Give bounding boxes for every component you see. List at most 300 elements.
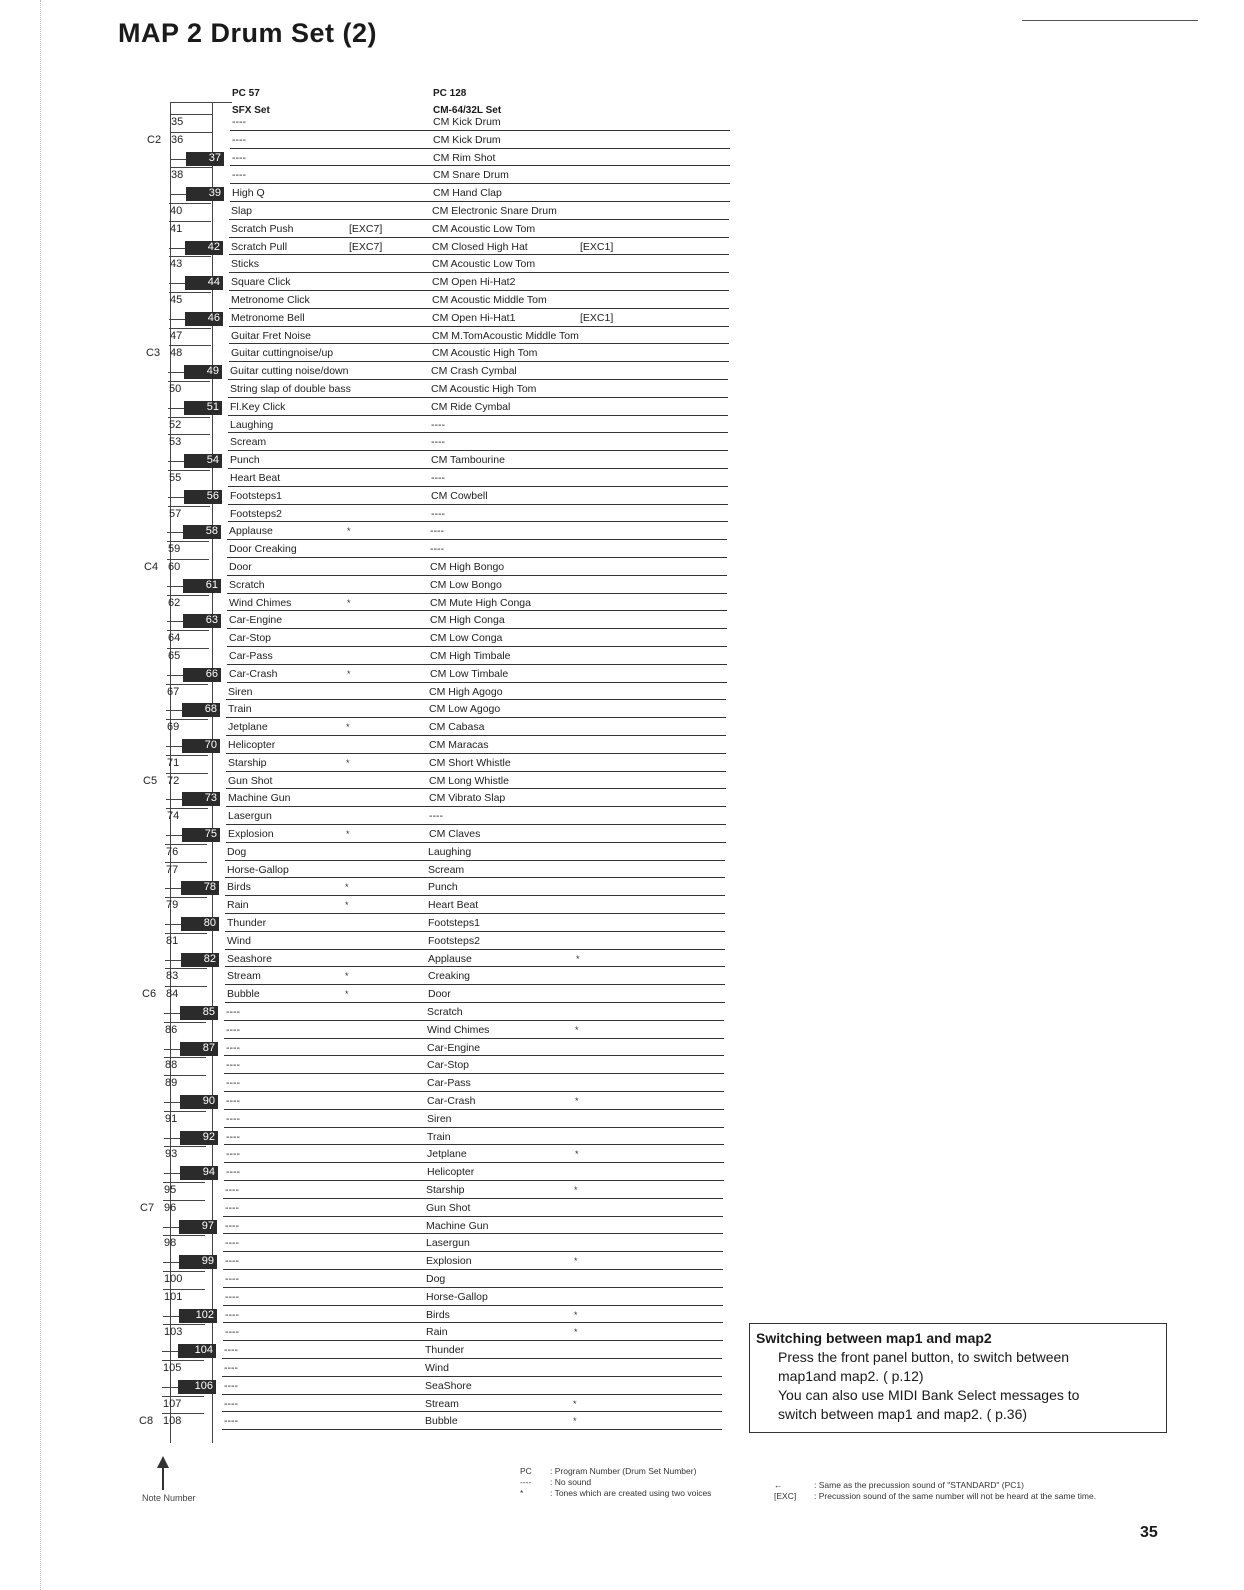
sfx-sound-name: Starship xyxy=(228,756,267,769)
sfx-sound-name: Car-Engine xyxy=(229,614,283,627)
legend-left xyxy=(520,1466,711,1499)
sfx-sound-name: String slap of double bass xyxy=(230,383,351,395)
white-key-note: 79 xyxy=(166,899,179,912)
cm-sound-name: CM High Agogo xyxy=(429,685,503,698)
sfx-sound-name: Gun Shot xyxy=(228,774,273,787)
sfx-sound-name: Punch xyxy=(230,454,260,467)
white-key-note: 45 xyxy=(170,294,183,306)
white-key-tick xyxy=(165,968,207,969)
cm-sound-name: CM Hand Clap xyxy=(433,187,502,200)
row-rule xyxy=(227,557,727,558)
legend-key: [EXC] xyxy=(774,1491,797,1501)
black-key-note: 39 xyxy=(186,187,224,201)
black-key-note: 94 xyxy=(180,1166,218,1180)
row-rule xyxy=(222,1376,722,1377)
white-key-note: 69 xyxy=(167,721,180,734)
black-key-note: 73 xyxy=(182,792,220,806)
white-key-tick xyxy=(163,1182,205,1183)
black-key-tick xyxy=(166,710,182,711)
white-key-note: 62 xyxy=(168,596,181,609)
black-key-note: 58 xyxy=(183,525,221,539)
white-key-tick xyxy=(162,1396,204,1397)
sfx-sound-mark: * xyxy=(346,829,350,839)
legend-row xyxy=(774,1480,1096,1491)
black-key-tick xyxy=(164,1173,180,1174)
cm-set-header: CM-64/32L Set xyxy=(433,105,502,116)
sfx-sound-name: ---- xyxy=(225,1308,239,1321)
white-key-note: 50 xyxy=(169,383,182,395)
legend-row xyxy=(520,1477,711,1488)
switch-box-title: Switching between map1 and map2 xyxy=(756,1330,992,1346)
row-rule xyxy=(223,1269,723,1270)
row-rule xyxy=(225,877,725,878)
octave-label: C6 xyxy=(142,988,157,1001)
row-rule xyxy=(228,397,728,398)
black-key-note: 90 xyxy=(180,1095,218,1109)
sfx-sound-name: ---- xyxy=(226,1023,240,1036)
cm-sound-name: CM Low Bongo xyxy=(430,578,502,591)
white-key-tick xyxy=(166,684,208,685)
sfx-sound-name: Door Creaking xyxy=(229,543,297,556)
cm-sound-name: CM Electronic Snare Drum xyxy=(432,205,557,217)
white-key-tick xyxy=(167,595,209,596)
sfx-sound-name: ---- xyxy=(232,133,246,146)
row-rule xyxy=(224,1180,724,1181)
cm-sound-name: ---- xyxy=(431,436,445,449)
sfx-sound-mark: * xyxy=(346,722,350,733)
sfx-sound-name: Door xyxy=(229,561,252,573)
sfx-sound-name: Metronome Bell xyxy=(231,311,305,324)
keyboard-top-rule xyxy=(170,102,232,103)
cm-sound-name: Jetplane xyxy=(427,1148,467,1161)
black-key-tick xyxy=(164,1102,180,1103)
cm-sound-name: CM Crash Cymbal xyxy=(431,365,517,378)
white-key-tick xyxy=(167,648,209,649)
row-rule xyxy=(223,1251,723,1252)
row-rule xyxy=(225,984,725,985)
row-rule xyxy=(225,949,725,950)
sfx-sound-name: Machine Gun xyxy=(228,792,291,805)
row-rule xyxy=(230,201,730,202)
cm-sound-name: Horse-Gallop xyxy=(426,1290,488,1303)
black-key-tick xyxy=(168,408,184,409)
row-rule xyxy=(228,379,728,380)
black-key-tick xyxy=(163,1316,179,1317)
cm-sound-name: Car-Engine xyxy=(427,1041,481,1054)
white-key-tick xyxy=(164,1075,206,1076)
row-rule xyxy=(224,1144,724,1145)
sfx-sound-name: Scratch Push xyxy=(231,222,294,235)
white-key-tick xyxy=(163,1289,205,1290)
cm-sound-name: CM Acoustic Middle Tom xyxy=(432,294,547,306)
white-key-tick xyxy=(165,897,207,898)
cm-sound-name: CM Acoustic Low Tom xyxy=(432,258,536,271)
black-key-note: 42 xyxy=(185,241,223,255)
white-key-tick xyxy=(166,719,208,720)
black-key-note: 80 xyxy=(181,917,219,931)
row-rule xyxy=(227,593,727,594)
switch-box-line: switch between map1 and map2. ( p.36) xyxy=(778,1406,1028,1422)
sfx-sound-name: Heart Beat xyxy=(230,472,281,484)
cm-sound-name: Creaking xyxy=(428,970,471,983)
white-key-tick xyxy=(168,381,210,382)
row-rule xyxy=(229,237,729,238)
black-key-note: 44 xyxy=(185,276,223,290)
black-key-note: 49 xyxy=(184,365,222,379)
white-key-note: 59 xyxy=(168,543,181,556)
white-key-note: 84 xyxy=(166,988,179,1001)
row-rule xyxy=(224,1020,724,1021)
white-key-note: 95 xyxy=(164,1184,177,1196)
white-key-note: 64 xyxy=(168,632,181,645)
black-key-tick xyxy=(168,372,184,373)
sfx-sound-mark: * xyxy=(345,989,349,1000)
octave-label: C7 xyxy=(140,1201,155,1214)
cm-sound-name: ---- xyxy=(431,507,445,520)
white-key-note: 40 xyxy=(170,205,183,217)
cm-sound-mark: * xyxy=(575,1024,579,1035)
sfx-sound-name: ---- xyxy=(232,116,246,128)
row-rule xyxy=(226,771,726,772)
cm-sound-name: SeaShore xyxy=(425,1379,472,1392)
white-key-tick xyxy=(168,417,210,418)
sfx-sound-mark: [EXC7] xyxy=(349,240,383,253)
cm-sound-name: Rain xyxy=(426,1326,448,1339)
row-rule xyxy=(225,931,725,932)
cm-sound-mark: * xyxy=(574,1327,578,1338)
cm-sound-name: Helicopter xyxy=(427,1166,475,1179)
row-rule xyxy=(230,165,730,166)
white-key-note: 98 xyxy=(164,1237,177,1250)
white-key-tick xyxy=(168,506,210,507)
sfx-sound-mark: [EXC7] xyxy=(349,222,383,235)
legend-row xyxy=(774,1491,1096,1502)
cm-sound-name: CM High Timbale xyxy=(430,650,511,662)
sfx-sound-name: Dog xyxy=(227,845,247,858)
legend-text: : No sound xyxy=(550,1477,592,1487)
row-rule xyxy=(224,1162,724,1163)
cm-sound-name: Bubble xyxy=(425,1415,458,1428)
black-key-note: 104 xyxy=(178,1344,216,1358)
legend-row xyxy=(520,1488,711,1499)
white-key-tick xyxy=(163,1200,205,1201)
sfx-sound-name: ---- xyxy=(226,1077,240,1090)
cm-sound-name: CM Low Timbale xyxy=(430,667,509,680)
cm-sound-name: ---- xyxy=(431,472,445,484)
white-key-note: 89 xyxy=(165,1077,178,1090)
keyboard-spine-right xyxy=(212,102,213,1443)
sfx-sound-name: ---- xyxy=(225,1326,239,1339)
black-key-note: 87 xyxy=(180,1042,218,1056)
white-key-note: 88 xyxy=(165,1059,178,1072)
legend-key: ---- xyxy=(520,1477,532,1487)
sfx-sound-mark: * xyxy=(347,526,351,537)
black-key-tick xyxy=(162,1387,178,1388)
legend-text: : Program Number (Drum Set Number) xyxy=(550,1466,697,1476)
cm-sound-name: Scratch xyxy=(427,1006,463,1018)
white-key-tick xyxy=(169,221,211,222)
page-number: 35 xyxy=(1140,1524,1158,1541)
row-rule xyxy=(226,806,726,807)
sfx-sound-name: Lasergun xyxy=(228,810,272,823)
white-key-tick xyxy=(164,1111,206,1112)
white-key-note: 48 xyxy=(170,347,183,360)
cm-sound-name: Lasergun xyxy=(426,1237,470,1250)
sfx-sound-name: ---- xyxy=(224,1379,238,1392)
black-key-tick xyxy=(165,888,181,889)
white-key-tick xyxy=(162,1360,204,1361)
row-rule xyxy=(229,308,729,309)
cm-sound-name: CM Cabasa xyxy=(429,721,485,734)
row-rule xyxy=(226,753,726,754)
white-key-note: 67 xyxy=(167,685,180,698)
white-key-tick xyxy=(163,1235,205,1236)
sfx-sound-name: ---- xyxy=(226,1130,240,1143)
sfx-sound-name: Car-Crash xyxy=(229,667,278,680)
cm-sound-name: Thunder xyxy=(425,1344,465,1357)
white-key-note: 93 xyxy=(165,1148,178,1161)
sfx-sound-name: Scratch xyxy=(229,578,265,591)
white-key-tick xyxy=(164,1057,206,1058)
cm-sound-name: Siren xyxy=(427,1112,452,1125)
sfx-sound-name: Helicopter xyxy=(228,739,276,751)
legend-right xyxy=(774,1480,1096,1502)
black-key-note: 56 xyxy=(184,490,222,504)
cm-sound-mark: * xyxy=(575,1096,579,1106)
cm-sound-mark: [EXC1] xyxy=(580,311,614,324)
up-arrow-icon xyxy=(151,1456,175,1490)
octave-label: C3 xyxy=(146,347,161,360)
note-number-label: Note Number xyxy=(142,1493,196,1503)
row-rule xyxy=(230,130,730,131)
cm-sound-name: Train xyxy=(427,1130,451,1143)
sfx-sound-name: Scream xyxy=(230,436,267,449)
white-key-note: 72 xyxy=(167,774,180,787)
black-key-note: 63 xyxy=(183,614,221,628)
cm-sound-name: Machine Gun xyxy=(426,1219,489,1232)
row-rule xyxy=(227,539,727,540)
cm-sound-name: CM Ride Cymbal xyxy=(431,400,511,413)
sfx-sound-name: ---- xyxy=(225,1201,239,1214)
cm-sound-name: CM Maracas xyxy=(429,739,489,751)
white-key-tick xyxy=(164,1146,206,1147)
white-key-tick xyxy=(169,292,211,293)
white-key-tick xyxy=(166,773,208,774)
cm-sound-name: Birds xyxy=(426,1308,450,1321)
sfx-sound-name: Jetplane xyxy=(228,721,268,734)
row-rule xyxy=(225,895,725,896)
white-key-tick xyxy=(166,755,208,756)
sfx-pc-header: PC 57 xyxy=(232,88,260,99)
cm-sound-name: Heart Beat xyxy=(428,899,479,912)
cm-sound-name: Footsteps1 xyxy=(428,917,480,929)
sfx-sound-name: Wind xyxy=(227,934,251,947)
cm-sound-name: CM Acoustic High Tom xyxy=(432,347,538,360)
row-rule xyxy=(227,628,727,629)
row-rule xyxy=(227,610,727,611)
cm-sound-name: CM Acoustic Low Tom xyxy=(432,222,536,235)
white-key-note: 41 xyxy=(170,222,183,235)
row-rule xyxy=(226,699,726,700)
sfx-sound-name: ---- xyxy=(224,1415,238,1428)
black-key-tick xyxy=(168,461,184,462)
page-title: MAP 2 Drum Set (2) xyxy=(118,18,378,48)
black-key-tick xyxy=(164,1049,180,1050)
white-key-note: 38 xyxy=(171,169,184,182)
switch-box-line: map1and map2. ( p.12) xyxy=(778,1368,924,1384)
sfx-sound-name: ---- xyxy=(226,1112,240,1125)
cm-sound-name: CM Acoustic High Tom xyxy=(431,383,537,395)
cm-sound-name: Explosion xyxy=(426,1255,472,1268)
white-key-tick xyxy=(164,1022,206,1023)
row-rule xyxy=(229,326,729,327)
black-key-note: 75 xyxy=(182,828,220,842)
white-key-note: 71 xyxy=(167,756,180,769)
sfx-sound-name: Guitar Fret Noise xyxy=(231,329,311,342)
row-rule xyxy=(222,1411,722,1412)
cm-sound-name: CM Kick Drum xyxy=(433,116,501,128)
black-key-note: 97 xyxy=(179,1220,217,1234)
cm-sound-name: CM Long Whistle xyxy=(429,774,509,787)
sfx-sound-name: Metronome Click xyxy=(231,294,310,306)
black-key-tick xyxy=(166,835,182,836)
row-rule xyxy=(228,450,728,451)
cm-sound-mark: * xyxy=(574,1309,578,1320)
row-rule xyxy=(229,219,729,220)
cm-pc-header: PC 128 xyxy=(433,88,467,99)
cm-sound-name: Stream xyxy=(425,1397,459,1410)
row-rule xyxy=(226,842,726,843)
sfx-sound-name: Scratch Pull xyxy=(231,240,288,253)
row-rule xyxy=(228,504,728,505)
sfx-sound-name: ---- xyxy=(226,1041,240,1054)
switch-map-note-box xyxy=(749,1323,1167,1433)
black-key-note: 78 xyxy=(181,881,219,895)
sfx-sound-name: Footsteps1 xyxy=(230,489,282,502)
sfx-sound-mark: * xyxy=(345,971,349,982)
row-rule xyxy=(224,1109,724,1110)
cm-sound-name: ---- xyxy=(431,418,445,431)
sfx-sound-name: Slap xyxy=(231,205,253,217)
sfx-sound-name: Wind Chimes xyxy=(229,596,292,609)
sfx-sound-name: ---- xyxy=(226,1166,240,1179)
cm-sound-name: Dog xyxy=(426,1273,446,1285)
row-rule xyxy=(225,913,725,914)
row-rule xyxy=(229,254,729,255)
white-key-note: 101 xyxy=(164,1290,183,1303)
octave-label: C4 xyxy=(144,561,159,573)
sfx-sound-mark: * xyxy=(346,757,350,768)
black-key-tick xyxy=(167,621,183,622)
black-key-tick xyxy=(167,675,183,676)
black-key-note: 85 xyxy=(180,1006,218,1020)
cm-sound-name: CM Tambourine xyxy=(431,454,505,467)
white-key-tick xyxy=(170,167,212,168)
sfx-sound-name: Horse-Gallop xyxy=(227,863,289,876)
white-key-note: 91 xyxy=(165,1112,178,1125)
row-rule xyxy=(226,717,726,718)
row-rule xyxy=(229,343,729,344)
white-key-tick xyxy=(167,630,209,631)
cm-sound-name: ---- xyxy=(429,810,443,823)
white-key-tick xyxy=(169,256,211,257)
sfx-sound-name: Explosion xyxy=(228,828,274,840)
sfx-sound-name: Train xyxy=(228,703,252,716)
black-key-tick xyxy=(166,746,182,747)
sfx-sound-name: Bubble xyxy=(227,988,260,1001)
row-rule xyxy=(227,575,727,576)
white-key-tick xyxy=(169,203,211,204)
row-rule xyxy=(228,468,728,469)
row-rule xyxy=(224,1127,724,1128)
black-key-tick xyxy=(169,283,185,284)
white-key-note: 65 xyxy=(168,650,181,662)
sfx-sound-name: Sticks xyxy=(231,258,260,271)
white-key-note: 60 xyxy=(168,561,181,573)
sfx-sound-name: Car-Pass xyxy=(229,650,273,662)
black-key-note: 61 xyxy=(183,579,221,593)
black-key-tick xyxy=(168,497,184,498)
cm-sound-name: CM Snare Drum xyxy=(433,169,509,182)
cm-sound-name: CM Rim Shot xyxy=(433,151,496,164)
white-key-note: 108 xyxy=(163,1415,182,1428)
black-key-note: 102 xyxy=(179,1309,217,1323)
row-rule xyxy=(226,735,726,736)
cm-sound-name: CM High Conga xyxy=(430,614,505,627)
black-key-note: 51 xyxy=(184,401,222,415)
cm-sound-mark: * xyxy=(574,1256,578,1267)
white-key-tick xyxy=(167,559,209,560)
black-key-note: 68 xyxy=(182,703,220,717)
white-key-note: 36 xyxy=(171,133,184,146)
sfx-sound-name: Footsteps2 xyxy=(230,507,282,520)
black-key-note: 99 xyxy=(179,1255,217,1269)
black-key-note: 106 xyxy=(178,1380,216,1394)
white-key-tick xyxy=(168,470,210,471)
cm-sound-mark: * xyxy=(573,1416,577,1427)
cm-sound-name: CM Closed High Hat xyxy=(432,240,528,253)
white-key-tick xyxy=(169,345,211,346)
legend-text: : Precussion sound of the same number will not be heard at the same time. xyxy=(814,1491,1097,1501)
cm-sound-mark: * xyxy=(576,953,580,964)
black-key-tick xyxy=(163,1262,179,1263)
sfx-sound-name: ---- xyxy=(226,1148,240,1161)
cm-sound-name: CM Open Hi-Hat2 xyxy=(432,276,516,289)
cm-sound-name: Gun Shot xyxy=(426,1201,471,1214)
row-rule xyxy=(229,272,729,273)
sfx-set-header: SFX Set xyxy=(232,105,270,116)
white-key-tick xyxy=(170,132,212,133)
cm-sound-name: Wind Chimes xyxy=(427,1023,490,1036)
white-key-tick xyxy=(162,1413,204,1414)
black-key-note: 54 xyxy=(184,454,222,468)
row-rule xyxy=(227,682,727,683)
black-key-tick xyxy=(170,159,186,160)
sfx-sound-name: ---- xyxy=(225,1237,239,1250)
cm-sound-name: CM Claves xyxy=(429,828,481,840)
legend-key: * xyxy=(520,1488,524,1498)
white-key-tick xyxy=(168,434,210,435)
row-rule xyxy=(223,1340,723,1341)
white-key-tick xyxy=(166,808,208,809)
sfx-sound-mark: * xyxy=(347,668,351,679)
switch-box-line: You can also use MIDI Bank Select messages to xyxy=(778,1387,1080,1403)
row-rule xyxy=(229,361,729,362)
row-rule xyxy=(223,1233,723,1234)
row-rule xyxy=(222,1394,722,1395)
white-key-note: 81 xyxy=(166,934,179,947)
black-key-note: 46 xyxy=(185,312,223,326)
